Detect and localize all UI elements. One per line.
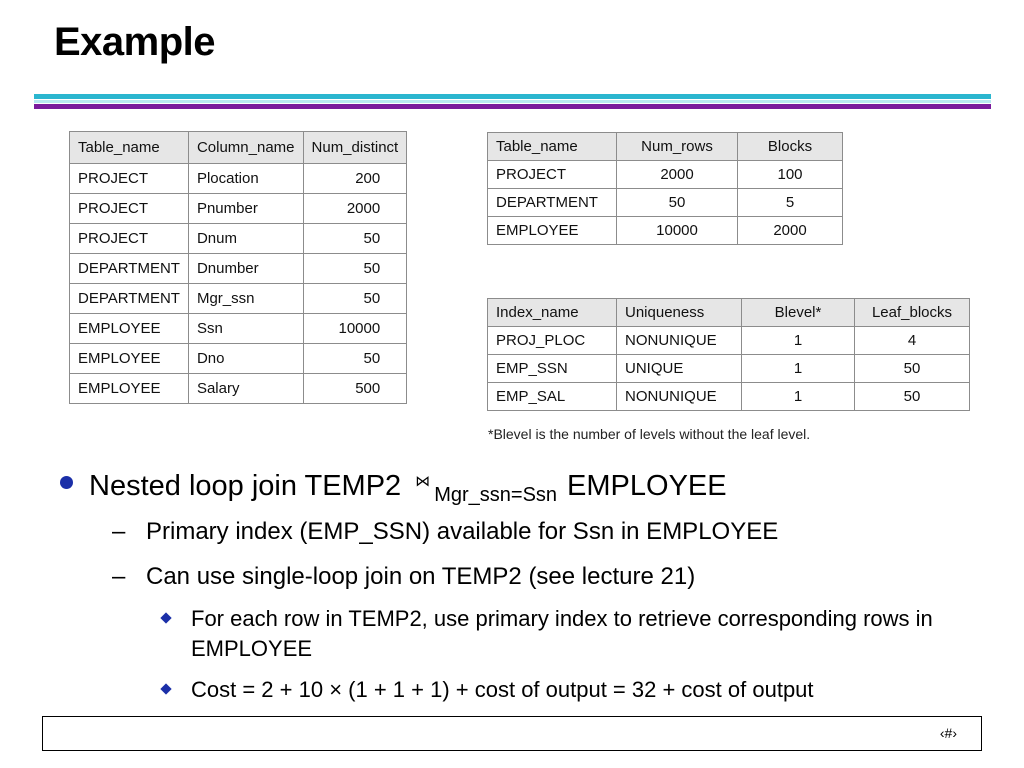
table-cell: 4	[855, 327, 970, 355]
slide-title: Example	[54, 20, 216, 64]
table-cell: PROJECT	[70, 194, 189, 224]
table-cell: 1	[742, 327, 855, 355]
table-header-row	[488, 133, 843, 161]
table-row	[70, 314, 407, 344]
sub-bullet	[112, 563, 695, 591]
table-cell: EMPLOYEE	[70, 314, 189, 344]
table-cell: Dnum	[188, 224, 303, 254]
table-cell: Ssn	[188, 314, 303, 344]
table-cell: DEPARTMENT	[70, 254, 189, 284]
table-row	[70, 224, 407, 254]
table-cell: 2000	[303, 194, 407, 224]
table-cell: 500	[303, 374, 407, 404]
table-row	[488, 217, 843, 245]
title-rule-cyan	[34, 94, 991, 99]
table-cell: EMP_SSN	[488, 355, 617, 383]
main-bullet-prefix: Nested loop join TEMP2	[89, 470, 402, 502]
diamond-bullet-icon	[160, 683, 171, 694]
title-rule-light	[34, 100, 991, 103]
table-cell: Dno	[188, 344, 303, 374]
table-cell: Salary	[188, 374, 303, 404]
table-statistics-table	[487, 132, 843, 245]
column-header: Index_name	[488, 299, 617, 327]
table-row	[70, 254, 407, 284]
column-header: Column_name	[188, 132, 303, 164]
index-statistics-table	[487, 298, 970, 411]
table-cell: 2000	[617, 161, 738, 189]
table-cell: 200	[303, 164, 407, 194]
table-row	[70, 374, 407, 404]
table-cell: 1	[742, 355, 855, 383]
table-cell: 100	[738, 161, 843, 189]
table-row	[488, 355, 970, 383]
title-rule-purple	[34, 104, 991, 109]
table-cell: 50	[303, 224, 407, 254]
table-header-row	[70, 132, 407, 164]
table-cell: EMPLOYEE	[70, 374, 189, 404]
page-number: ‹#›	[939, 725, 957, 741]
detail-bullet	[162, 604, 982, 664]
table-cell: EMP_SAL	[488, 383, 617, 411]
table-cell: NONUNIQUE	[617, 383, 742, 411]
table-cell: Dnumber	[188, 254, 303, 284]
table-row	[488, 161, 843, 189]
column-header: Table_name	[488, 133, 617, 161]
table-row	[70, 164, 407, 194]
table-cell: Plocation	[188, 164, 303, 194]
table-cell: PROJ_PLOC	[488, 327, 617, 355]
detail-bullet-text: Cost = 2 + 10 × (1 + 1 + 1) + cost of output = 32 + cost of output	[191, 677, 814, 702]
join-symbol-icon: ⋈	[415, 473, 431, 490]
column-header: Num_rows	[617, 133, 738, 161]
table-cell: 10000	[617, 217, 738, 245]
main-bullet	[60, 470, 727, 507]
table-cell: 50	[855, 383, 970, 411]
table-cell: DEPARTMENT	[488, 189, 617, 217]
slide-footer	[42, 716, 982, 751]
blevel-footnote: *Blevel is the number of levels without the leaf level.	[488, 426, 811, 442]
table-cell: 10000	[303, 314, 407, 344]
table-cell: 50	[617, 189, 738, 217]
column-header: Blocks	[738, 133, 843, 161]
table-row	[70, 284, 407, 314]
table-row	[488, 383, 970, 411]
bullet-dot-icon	[60, 476, 73, 489]
dash-marker: –	[112, 518, 126, 545]
table-cell: NONUNIQUE	[617, 327, 742, 355]
table-cell: UNIQUE	[617, 355, 742, 383]
column-header: Table_name	[70, 132, 189, 164]
column-header: Num_distinct	[303, 132, 407, 164]
column-header: Uniqueness	[617, 299, 742, 327]
table-cell: DEPARTMENT	[70, 284, 189, 314]
table-cell: 50	[303, 284, 407, 314]
column-statistics-table	[69, 131, 407, 404]
table-cell: 5	[738, 189, 843, 217]
table-cell: 2000	[738, 217, 843, 245]
main-bullet-suffix: EMPLOYEE	[567, 470, 727, 502]
diamond-bullet-icon	[160, 612, 171, 623]
table-cell: PROJECT	[70, 224, 189, 254]
detail-bullet-text: For each row in TEMP2, use primary index to retrieve corresponding rows in EMPLOYEE	[191, 606, 933, 661]
column-header: Blevel*	[742, 299, 855, 327]
column-header: Leaf_blocks	[855, 299, 970, 327]
table-row	[70, 194, 407, 224]
table-cell: EMPLOYEE	[70, 344, 189, 374]
sub-bullet	[112, 518, 778, 546]
sub-bullet-text: Primary index (EMP_SSN) available for Ssn in EMPLOYEE	[146, 518, 779, 545]
table-cell: Mgr_ssn	[188, 284, 303, 314]
table-row	[70, 344, 407, 374]
table-cell: 50	[303, 254, 407, 284]
table-cell: EMPLOYEE	[488, 217, 617, 245]
table-row	[488, 327, 970, 355]
join-condition: Mgr_ssn=Ssn	[434, 484, 558, 506]
sub-bullet-text: Can use single-loop join on TEMP2 (see lecture 21)	[146, 563, 696, 590]
table-cell: 50	[855, 355, 970, 383]
table-row	[488, 189, 843, 217]
table-cell: 50	[303, 344, 407, 374]
dash-marker: –	[112, 563, 126, 590]
table-cell: PROJECT	[70, 164, 189, 194]
table-cell: Pnumber	[188, 194, 303, 224]
table-header-row	[488, 299, 970, 327]
table-cell: 1	[742, 383, 855, 411]
table-cell: PROJECT	[488, 161, 617, 189]
detail-bullet	[162, 675, 982, 705]
